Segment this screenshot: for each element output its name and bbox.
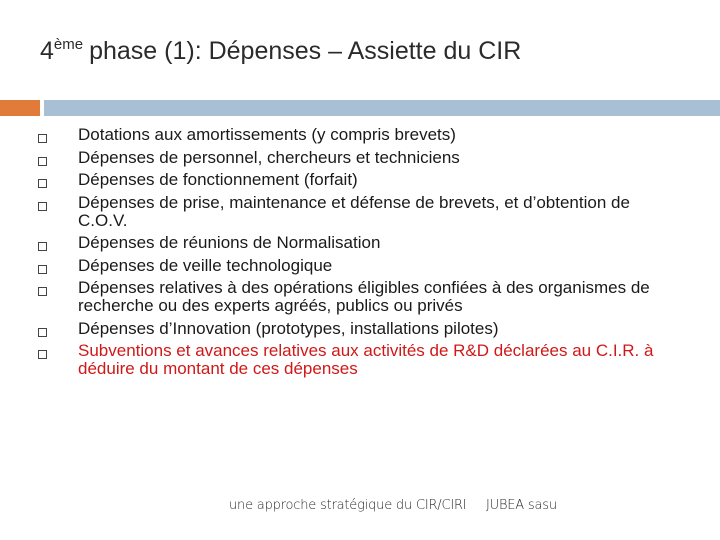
bullet-item (38, 194, 678, 230)
bullet-text: Dépenses de prise, maintenance et défense de brevets, et d’obtention de C.O.V. (78, 192, 630, 230)
square-bullet-icon (38, 202, 47, 211)
bullet-item (38, 342, 678, 378)
square-bullet-icon (38, 179, 47, 188)
bullet-text: Dépenses de veille technologique (78, 255, 333, 275)
square-bullet-icon (38, 350, 47, 359)
bullet-item (38, 257, 678, 275)
bullet-list (38, 126, 678, 383)
footer-text: une approche stratégique du CIR/CIRI (229, 498, 467, 513)
bullet-item (38, 126, 678, 144)
slide-title (40, 36, 521, 66)
square-bullet-icon (38, 287, 47, 296)
bullet-item (38, 171, 678, 189)
square-bullet-icon (38, 157, 47, 166)
footer-company: JUBEA sasu (486, 498, 557, 513)
bullet-text: Dotations aux amortissements (y compris brevets) (78, 125, 456, 144)
square-bullet-icon (38, 242, 47, 251)
square-bullet-icon (38, 134, 47, 143)
bullet-text: Dépenses de fonctionnement (forfait) (78, 170, 358, 189)
accent-bar-blue (44, 100, 720, 116)
bullet-item (38, 320, 678, 338)
square-bullet-icon (38, 328, 47, 337)
title-prefix: 4 (40, 37, 54, 65)
bullet-item (38, 279, 678, 315)
bullet-text: Subventions et avances relatives aux activités de R&D déclarées au C.I.R. à déduire du montant de ces dépenses (78, 341, 654, 378)
square-bullet-icon (38, 265, 47, 274)
accent-bar-orange (0, 100, 40, 116)
bullet-text: Dépenses relatives à des opérations éligibles confiées à des organismes de recherche ou des experts agréés, publics ou privés (78, 278, 650, 315)
bullet-item (38, 234, 678, 252)
bullet-text: Dépenses d’Innovation (prototypes, installations pilotes) (78, 318, 499, 338)
bullet-text: Dépenses de personnel, chercheurs et techniciens (78, 147, 460, 167)
bullet-text: Dépenses de réunions de Normalisation (78, 233, 381, 252)
title-text: phase (1): Dépenses – Assiette du CIR (89, 37, 522, 65)
title-superscript: ème (53, 36, 84, 53)
bullet-item (38, 149, 678, 167)
